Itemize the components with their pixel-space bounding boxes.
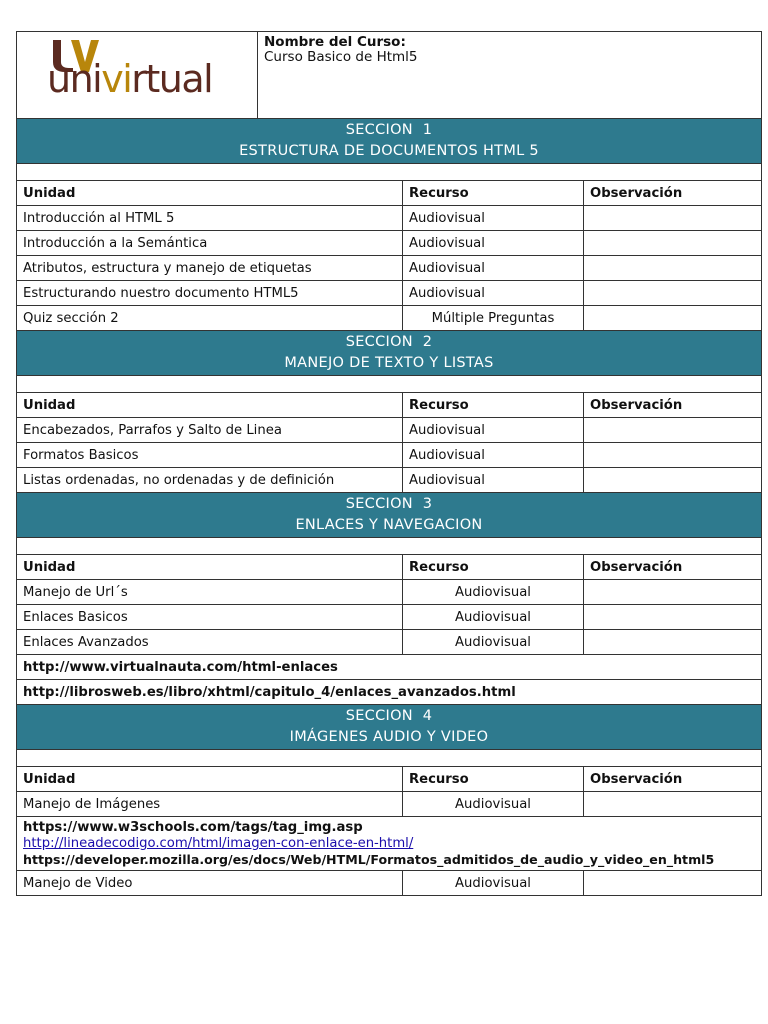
col-unit-header: Unidad bbox=[17, 767, 403, 792]
unit-cell: Manejo de Video bbox=[17, 871, 403, 896]
notes-cell bbox=[584, 256, 762, 281]
section-number: SECCION 4 bbox=[345, 708, 433, 724]
unit-cell: Quiz sección 2 bbox=[17, 306, 403, 331]
section-number: SECCION 2 bbox=[345, 334, 433, 350]
spacer-row bbox=[17, 164, 762, 181]
section-title: MANEJO DE TEXTO Y LISTAS bbox=[284, 355, 494, 371]
col-notes-header: Observación bbox=[584, 767, 762, 792]
notes-cell bbox=[584, 605, 762, 630]
col-notes-header: Observación bbox=[584, 181, 762, 206]
unit-cell: Introducción a la Semántica bbox=[17, 231, 403, 256]
col-notes-header: Observación bbox=[584, 393, 762, 418]
unit-cell: Estructurando nuestro documento HTML5 bbox=[17, 281, 403, 306]
resource-cell: Audiovisual bbox=[403, 630, 584, 655]
notes-cell bbox=[584, 468, 762, 493]
resource-cell: Audiovisual bbox=[403, 580, 584, 605]
logo-wordmark: univirtual bbox=[47, 57, 213, 101]
section-title: ENLACES Y NAVEGACION bbox=[295, 517, 483, 533]
notes-cell bbox=[584, 630, 762, 655]
notes-cell bbox=[584, 206, 762, 231]
col-resource-header: Recurso bbox=[403, 767, 584, 792]
resource-cell: Audiovisual bbox=[403, 871, 584, 896]
unit-cell: Introducción al HTML 5 bbox=[17, 206, 403, 231]
notes-cell bbox=[584, 418, 762, 443]
spacer-row bbox=[17, 750, 762, 767]
unit-cell: Enlaces Basicos bbox=[17, 605, 403, 630]
notes-cell bbox=[584, 443, 762, 468]
logo-cell bbox=[17, 32, 258, 119]
unit-cell: Encabezados, Parrafos y Salto de Linea bbox=[17, 418, 403, 443]
col-unit-header: Unidad bbox=[17, 555, 403, 580]
section-number: SECCION 3 bbox=[345, 496, 433, 512]
notes-cell bbox=[584, 231, 762, 256]
section-number: SECCION 1 bbox=[345, 122, 433, 138]
section-2-header bbox=[17, 331, 762, 376]
col-unit-header: Unidad bbox=[17, 393, 403, 418]
unit-cell: Manejo de Url´s bbox=[17, 580, 403, 605]
univirtual-logo bbox=[17, 32, 257, 118]
unit-cell: Listas ordenadas, no ordenadas y de definición bbox=[17, 468, 403, 493]
course-name: Curso Basico de Html5 bbox=[264, 49, 418, 65]
reference-link[interactable]: https://developer.mozilla.org/es/docs/Web/HTML/Formatos_admitidos_de_audio_y_video_en_html5 bbox=[23, 852, 715, 867]
resource-cell: Audiovisual bbox=[403, 256, 584, 281]
resource-cell: Audiovisual bbox=[403, 443, 584, 468]
section-1-header bbox=[17, 119, 762, 164]
course-info bbox=[258, 32, 762, 119]
section-3-header bbox=[17, 493, 762, 538]
col-resource-header: Recurso bbox=[403, 555, 584, 580]
reference-link[interactable]: http://librosweb.es/libro/xhtml/capitulo_4/enlaces_avanzados.html bbox=[17, 680, 762, 705]
resource-cell: Audiovisual bbox=[403, 792, 584, 817]
unit-cell: Formatos Basicos bbox=[17, 443, 403, 468]
unit-cell: Manejo de Imágenes bbox=[17, 792, 403, 817]
notes-cell bbox=[584, 580, 762, 605]
course-label: Nombre del Curso: bbox=[264, 34, 406, 50]
col-resource-header: Recurso bbox=[403, 181, 584, 206]
notes-cell bbox=[584, 306, 762, 331]
notes-cell bbox=[584, 792, 762, 817]
resource-cell: Audiovisual bbox=[403, 281, 584, 306]
section-title: ESTRUCTURA DE DOCUMENTOS HTML 5 bbox=[239, 143, 539, 159]
col-notes-header: Observación bbox=[584, 555, 762, 580]
resource-cell: Audiovisual bbox=[403, 206, 584, 231]
section-title: IMÁGENES AUDIO Y VIDEO bbox=[289, 729, 489, 745]
unit-cell: Atributos, estructura y manejo de etiquetas bbox=[17, 256, 403, 281]
resource-cell: Audiovisual bbox=[403, 231, 584, 256]
notes-cell bbox=[584, 281, 762, 306]
reference-hyperlink[interactable]: http://lineadecodigo.com/html/imagen-con-enlace-en-html/ bbox=[23, 836, 414, 851]
section-4-header bbox=[17, 705, 762, 750]
reference-links bbox=[17, 817, 762, 871]
spacer-row bbox=[17, 538, 762, 555]
resource-cell: Audiovisual bbox=[403, 468, 584, 493]
col-resource-header: Recurso bbox=[403, 393, 584, 418]
reference-link[interactable]: https://www.w3schools.com/tags/tag_img.asp bbox=[23, 820, 363, 835]
resource-cell: Audiovisual bbox=[403, 605, 584, 630]
col-unit-header: Unidad bbox=[17, 181, 403, 206]
unit-cell: Enlaces Avanzados bbox=[17, 630, 403, 655]
resource-cell: Audiovisual bbox=[403, 418, 584, 443]
notes-cell bbox=[584, 871, 762, 896]
spacer-row bbox=[17, 376, 762, 393]
resource-cell: Múltiple Preguntas bbox=[403, 306, 584, 331]
course-table bbox=[16, 31, 762, 896]
course-document bbox=[16, 31, 761, 896]
reference-link[interactable]: http://www.virtualnauta.com/html-enlaces bbox=[17, 655, 762, 680]
